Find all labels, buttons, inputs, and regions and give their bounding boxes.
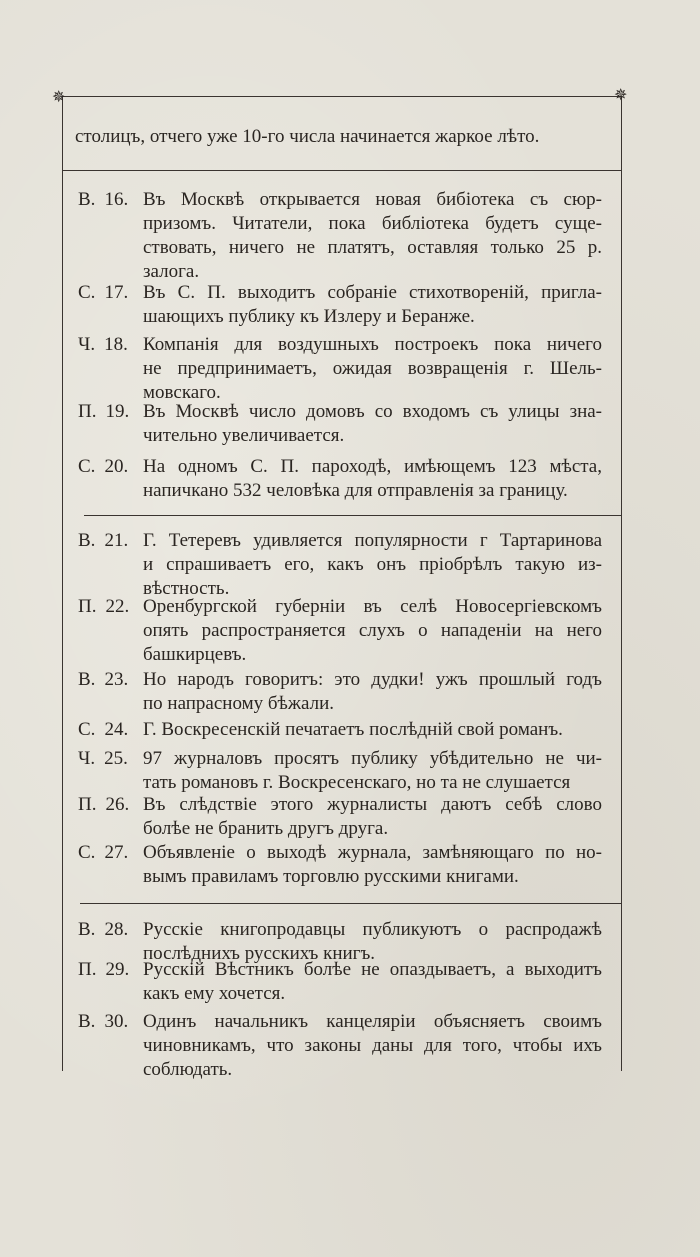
entry-text <box>143 333 602 405</box>
entry-text <box>143 841 602 889</box>
entry-text-line: 97 журналовъ просятъ публику убѣдительно не чи- <box>143 748 602 769</box>
entry-text-line: Русскій Вѣстникъ болѣе не опаздываетъ, а выходитъ <box>143 959 602 980</box>
entry-date <box>78 668 140 692</box>
entry-text-line: Русскіе книгопродавцы публикуютъ о распродажѣ <box>143 919 602 940</box>
entry-text-line: по напрасному бѣжали. <box>143 693 334 714</box>
section-divider <box>80 903 621 904</box>
entry-text <box>143 747 602 795</box>
entry-date <box>78 529 140 553</box>
entry-day-number: 30. <box>104 1011 129 1032</box>
entry-weekday: С. <box>78 719 96 740</box>
entry-day-number: 28. <box>104 919 129 940</box>
entry-date <box>78 333 140 357</box>
entry-day-number: 18. <box>104 334 128 355</box>
entry-text-line: Въ С. П. выходитъ собраніе стихотвореній, пригла- <box>143 282 602 303</box>
section-divider <box>84 515 621 516</box>
entry-text-line: Въ Москвѣ число домовъ со входомъ съ улицы зна- <box>143 401 602 422</box>
entry-text-line: мовскаго. <box>143 382 221 403</box>
entry-weekday: Ч. <box>78 748 96 769</box>
entry-text-line: вѣстность. <box>143 578 230 599</box>
entry-text-line: Г. Тетеревъ удивляется популярности г Тартаринова <box>143 530 602 551</box>
entry-day-number: 16. <box>104 189 129 210</box>
entry-text <box>143 595 602 667</box>
entry-text-line: призомъ. Читатели, пока библіотека будетъ суще- <box>143 213 602 234</box>
entry-text-line: Но народъ говоритъ: это дудки! ужъ прошлый годъ <box>143 669 602 690</box>
star-ornament-icon: ✵ <box>52 87 66 106</box>
entry-weekday: П. <box>78 959 97 980</box>
entry-text-line: какъ ему хочется. <box>143 983 286 1004</box>
entry-text-line: Оренбургской губерніи въ селѣ Новосергіевскомъ <box>143 596 602 617</box>
entry-weekday: В. <box>78 919 96 940</box>
entry-weekday: В. <box>78 669 96 690</box>
entry-text-line: Объявленіе о выходѣ журнала, замѣняющаго по но- <box>143 842 602 863</box>
entry-date <box>78 595 140 619</box>
entry-weekday: П. <box>78 596 97 617</box>
entry-text-line: башкирцевъ. <box>143 644 247 665</box>
entry-weekday: С. <box>78 282 96 303</box>
entry-text-line: На одномъ С. П. пароходѣ, имѣющемъ 123 мѣста, <box>143 456 602 477</box>
entry-text-line: тать романовъ г. Воскресенскаго, но та не слушается <box>143 772 571 793</box>
entry-text-line: вымъ правиламъ торговлю русскими книгами. <box>143 866 519 887</box>
entry-text-line: ствовать, ничего не платятъ, оставляя только 25 р. <box>143 237 602 258</box>
entry-weekday: В. <box>78 189 96 210</box>
entry-text-line: Одинъ начальникъ канцеляріи объясняетъ своимъ <box>143 1011 602 1032</box>
entry-weekday: П. <box>78 794 97 815</box>
entry-text-line: послѣднихъ русскихъ книгъ. <box>143 943 376 964</box>
entry-date <box>78 747 140 771</box>
entry-date <box>78 958 140 982</box>
entry-day-number: 27. <box>104 842 129 863</box>
right-border <box>621 96 622 1071</box>
entry-day-number: 20. <box>104 456 129 477</box>
entry-weekday: Ч. <box>78 334 96 355</box>
entry-weekday: С. <box>78 456 96 477</box>
entry-text-line: соблюдать. <box>143 1059 233 1080</box>
entry-day-number: 22. <box>105 596 130 617</box>
entry-weekday: В. <box>78 530 96 551</box>
entry-date <box>78 1010 140 1034</box>
entry-day-number: 21. <box>104 530 129 551</box>
entry-day-number: 26. <box>105 794 130 815</box>
entry-date <box>78 793 140 817</box>
entry-day-number: 23. <box>104 669 129 690</box>
entry-text-line: опять распространяется слухъ о нападеніи на него <box>143 620 602 641</box>
entry-text-line: не предпринимаетъ, ожидая возвращенія г. Шель- <box>143 358 602 379</box>
top-border <box>62 96 622 97</box>
entry-text-line: Компанія для воздушныхъ построекъ пока ничего <box>143 334 602 355</box>
entry-date <box>78 281 140 305</box>
entry-text-line: Въ слѣдствіе этого журналисты даютъ себѣ слово <box>143 794 602 815</box>
entry-text-line: и спрашиваетъ его, какъ онъ пріобрѣлъ такую из- <box>143 554 602 575</box>
entry-day-number: 19. <box>105 401 130 422</box>
entry-weekday: П. <box>78 401 97 422</box>
entry-text-line: чительно увеличивается. <box>143 425 345 446</box>
opening-line: столицъ, отчего уже 10-го числа начинается жаркое лѣто. <box>75 126 540 147</box>
entry-text <box>143 668 602 716</box>
entry-day-number: 17. <box>104 282 129 303</box>
entry-text-line: шающихъ публику къ Излеру и Беранже. <box>143 306 475 327</box>
entry-text <box>143 455 602 503</box>
entry-date <box>78 455 140 479</box>
entry-text-line: напичкано 532 человѣка для отправленія за границу. <box>143 480 568 501</box>
entry-day-number: 29. <box>105 959 130 980</box>
entry-text <box>143 793 602 841</box>
entry-text <box>143 188 602 284</box>
left-border <box>62 96 63 1071</box>
entry-date <box>78 188 140 212</box>
star-ornament-icon: ✵ <box>614 85 628 104</box>
entry-date <box>78 718 140 742</box>
entry-date <box>78 400 140 424</box>
entry-date <box>78 841 140 865</box>
entry-text <box>143 1010 602 1082</box>
entry-text <box>143 400 602 448</box>
entry-text-line: Г. Воскресенскій печатаетъ послѣдній свой романъ. <box>143 719 563 740</box>
entry-text-line: залога. <box>143 261 200 282</box>
entry-weekday: С. <box>78 842 96 863</box>
entry-text <box>143 718 602 742</box>
entry-date <box>78 918 140 942</box>
entry-text-line: чиновникамъ, что законы даны для того, чтобы ихъ <box>143 1035 602 1056</box>
entry-text-line: болѣе не бранить другъ друга. <box>143 818 389 839</box>
entry-text-line: Въ Москвѣ открывается новая бибіотека съ сюр- <box>143 189 602 210</box>
section-divider <box>62 170 621 171</box>
entry-day-number: 25. <box>104 748 128 769</box>
entry-text <box>143 529 602 601</box>
entry-day-number: 24. <box>104 719 129 740</box>
entry-text <box>143 281 602 329</box>
entry-text <box>143 958 602 1006</box>
entry-weekday: В. <box>78 1011 96 1032</box>
